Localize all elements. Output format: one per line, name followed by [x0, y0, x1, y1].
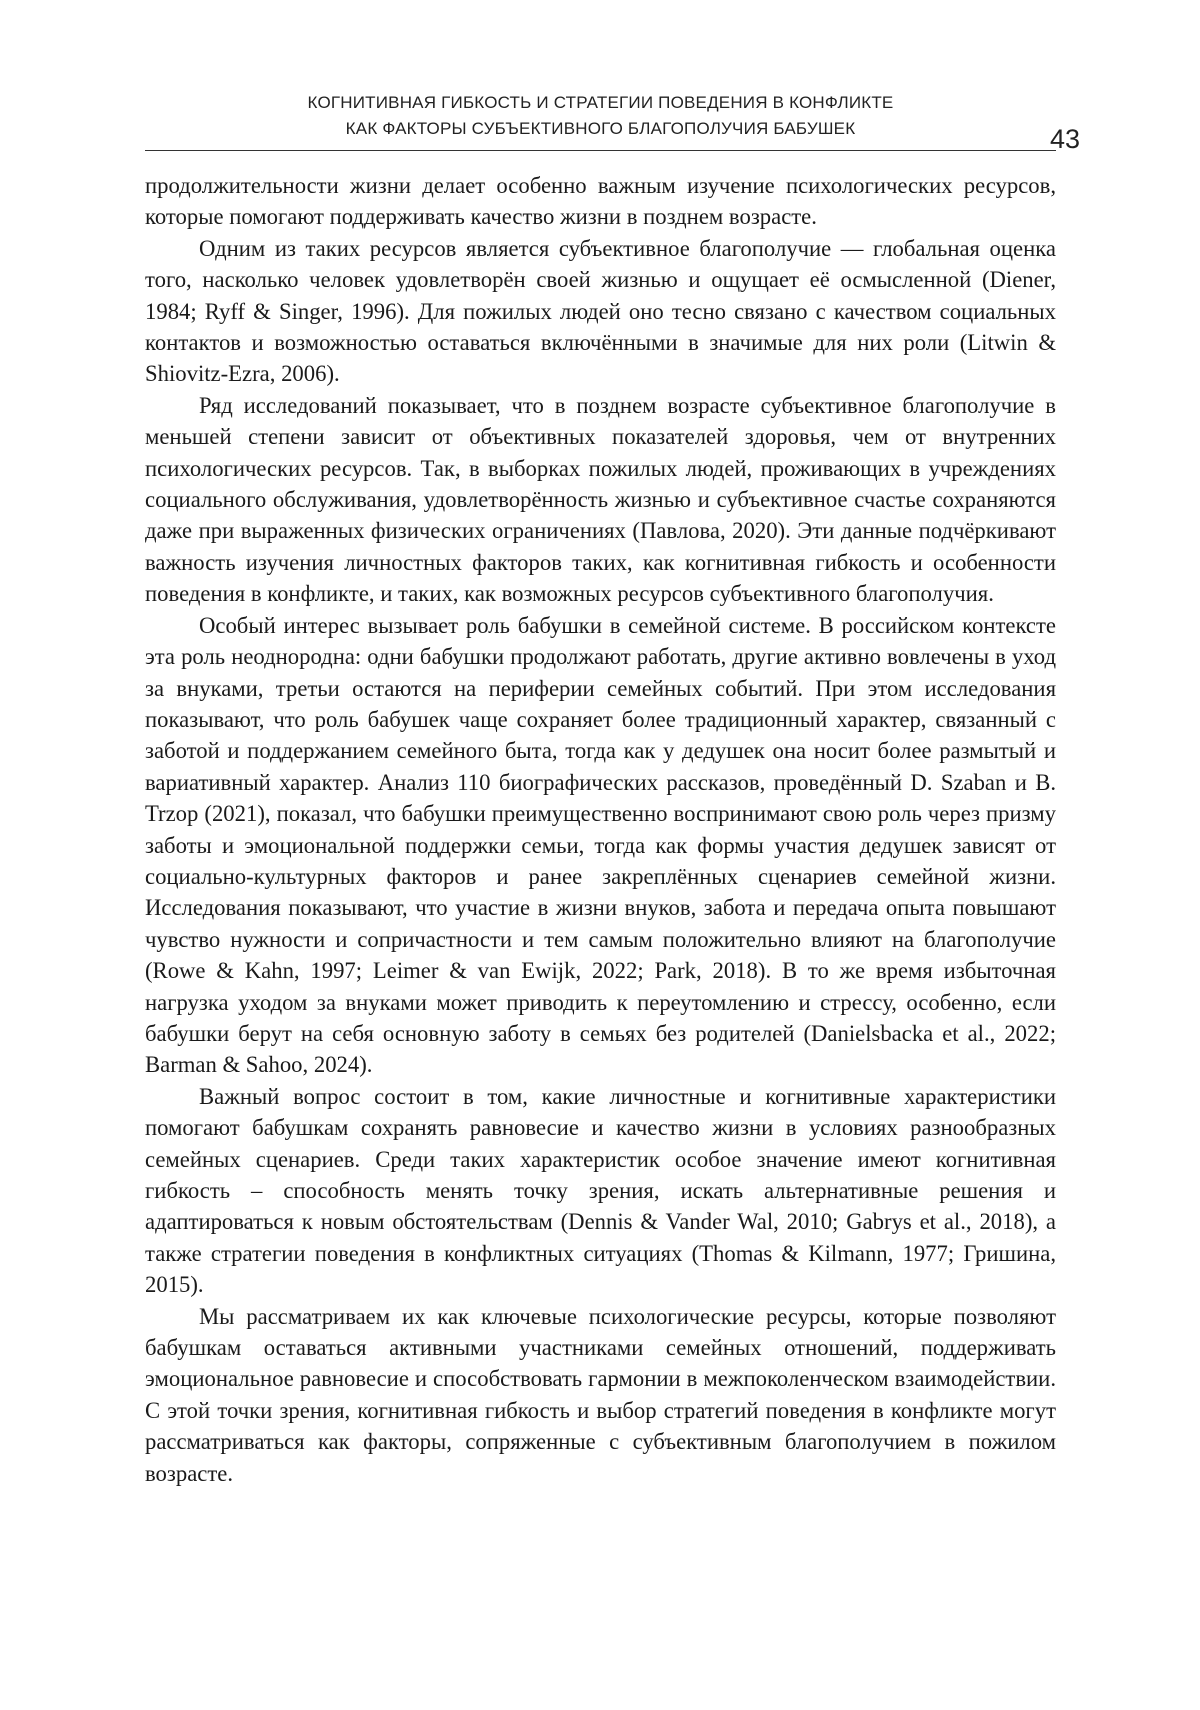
paragraph: Важный вопрос состоит в том, какие личностные и когнитивные характеристики помогают бабушкам сохранять равновесие и качество жизни в условиях разнообразных семейных сценариев. Среди таких характеристик особое значение имеют когнитивная гибкость – способность менять точку зрения, искать альтернативные решения и адаптироваться к новым обстоятельствам (Dennis & Vander Wal, 2010; Gabrys et al., 2018), а также стратегии поведения в конфликтных ситуациях (Thomas & Kilmann, 1977; Гришина, 2015). — [145, 1083, 1056, 1298]
running-header-line-1: КОГНИТИВНАЯ ГИБКОСТЬ И СТРАТЕГИИ ПОВЕДЕНИЯ В КОНФЛИКТЕ — [307, 93, 894, 112]
page-number: 43 — [1050, 124, 1081, 154]
paragraph: Ряд исследований показывает, что в позднем возрасте субъективное благополучие в меньшей степени зависит от объективных показателей здоровья, чем от внутренних психологических ресурсов. Так, в выборках пожилых людей, проживающих в учреждениях социального обслуживания, удовлетворённость жизнью и субъективное счастье сохраняются даже при выраженных физических ограничениях (Павлова, 2020). Эти данные подчёркивают важность изучения личностных факторов таких, как когнитивная гибкость и особенности поведения в конфликте, и таких, как возможных ресурсов субъективного благополучия. — [145, 392, 1056, 607]
running-header — [145, 90, 1056, 142]
paragraph-continued: продолжительности жизни делает особенно важным изучение психологических ресурсов, которые помогают поддерживать качество жизни в позднем возрасте. — [145, 173, 1056, 230]
paragraph: Мы рассматриваем их как ключевые психологические ресурсы, которые позволяют бабушкам оставаться активными участниками семейных отношений, поддерживать эмоциональное равновесие и способствовать гармонии в межпоколенческом взаимодействии. С этой точки зрения, когнитивная гибкость и выбор стратегий поведения в конфликте могут рассматриваться как факторы, сопряженные с субъективным благополучием в пожилом возрасте. — [145, 1303, 1056, 1486]
running-header-line-2: КАК ФАКТОРЫ СУБЪЕКТИВНОГО БЛАГОПОЛУЧИЯ БАБУШЕК — [345, 119, 856, 138]
paragraph: Одним из таких ресурсов является субъективное благополучие — глобальная оценка того, насколько человек удовлетворён своей жизнью и ощущает её осмысленной (Diener, 1984; Ryff & Singer, 1996). Для пожилых людей оно тесно связано с качеством социальных контактов и возможностью оставаться включёнными в значимые для них роли (Litwin & Shiovitz-Ezra, 2006). — [145, 235, 1056, 387]
article-body — [145, 170, 1056, 1489]
paragraph: Особый интерес вызывает роль бабушки в семейной системе. В российском контексте эта роль неоднородна: одни бабушки продолжают работать, другие активно вовлечены в уход за внуками, третьи остаются на периферии семейных событий. При этом исследования показывают, что роль бабушек чаще сохраняет более традиционный характер, связанный с заботой и поддержанием семейного быта, тогда как у дедушек она носит более размытый и вариативный характер. Анализ 110 биографических рассказов, проведённый D. Szaban и B. Trzop (2021), показал, что бабушки преимущественно воспринимают свою роль через призму заботы и эмоциональной поддержки семьи, тогда как формы участия дедушек зависят от социально-культурных факторов и ранее закреплённых сценариев семейной жизни. Исследования показывают, что участие в жизни внуков, забота и передача опыта повышают чувство нужности и сопричастности и тем самым положительно влияют на благополучие (Rowe & Kahn, 1997; Leimer & van Ewijk, 2022; Park, 2018). В то же время избыточная нагрузка уходом за внуками может приводить к переутомлению и стрессу, особенно, если бабушки берут на себя основную заботу в семьях без родителей (Danielsbacka et al., 2022; Barman & Sahoo, 2024). — [145, 612, 1056, 1078]
header-rule — [145, 150, 1056, 151]
